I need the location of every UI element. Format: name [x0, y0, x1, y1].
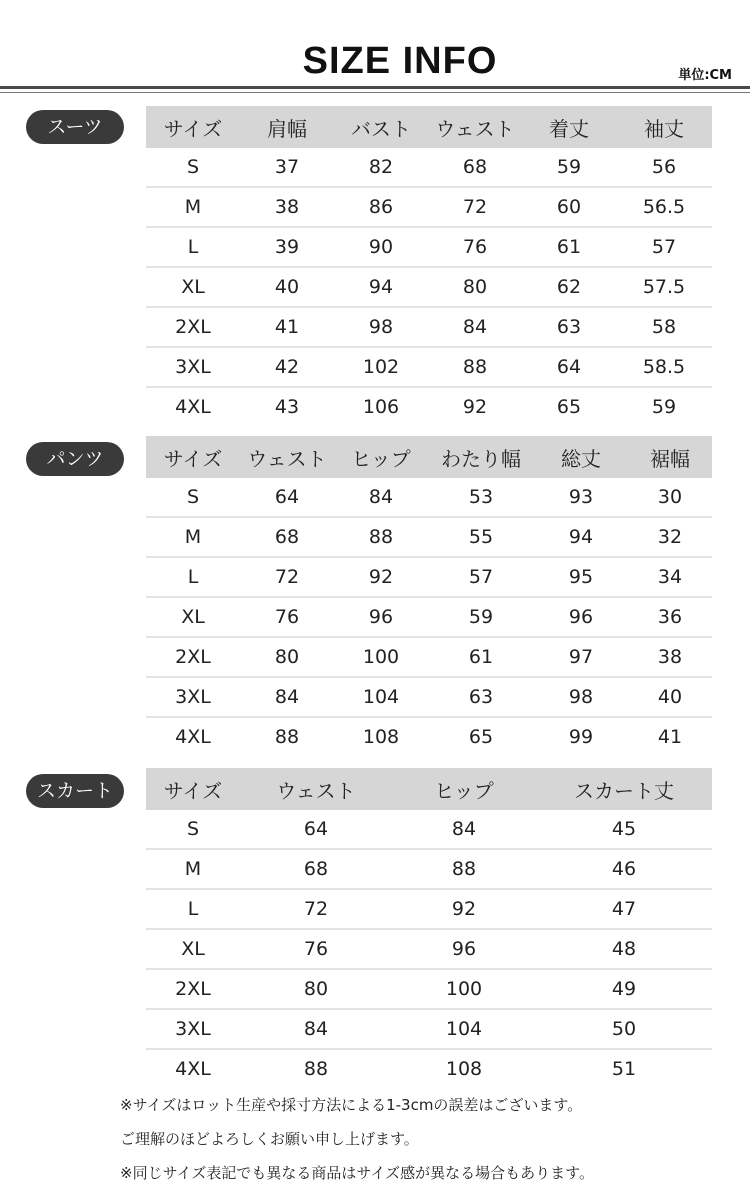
- table-row: [146, 810, 712, 849]
- suits-badge: スーツ: [26, 110, 124, 144]
- value-cell: 84: [240, 1009, 392, 1049]
- note-line: ※同じサイズ表記でも異なる商品はサイズ感が異なる場合もあります。: [120, 1164, 594, 1182]
- value-cell: 36: [628, 597, 712, 637]
- size-cell: S: [146, 478, 240, 517]
- size-cell: L: [146, 557, 240, 597]
- table-row: [146, 307, 712, 347]
- value-cell: 57.5: [616, 267, 712, 307]
- table-header-row: [146, 436, 712, 478]
- note-line: ※サイズはロット生産や採寸方法による1-3cmの誤差はございます。: [120, 1096, 583, 1114]
- value-cell: 92: [392, 889, 536, 929]
- value-cell: 106: [362, 396, 400, 418]
- value-cell: 72: [240, 557, 334, 597]
- table-row: [146, 969, 712, 1009]
- value-cell: 59: [522, 148, 616, 187]
- table-row: [146, 148, 712, 187]
- pants-table: [146, 436, 712, 756]
- value-cell: 96: [334, 597, 428, 637]
- note-line: ご理解のほどよろしくお願い申し上げます。: [120, 1130, 419, 1148]
- value-cell: 65: [556, 396, 582, 418]
- value-cell: 88: [392, 849, 536, 889]
- value-cell: 68: [240, 517, 334, 557]
- col-header-size: サイズ: [146, 106, 240, 148]
- table-row: [146, 557, 712, 597]
- col-header-hip: ヒップ: [334, 436, 428, 478]
- value-cell: 80: [240, 637, 334, 677]
- value-cell: 88: [303, 1058, 329, 1080]
- table-row: [146, 637, 712, 677]
- value-cell: 46: [536, 849, 712, 889]
- size-cell: S: [146, 810, 240, 849]
- pants-table-body: [146, 478, 712, 756]
- value-cell: 97: [534, 637, 628, 677]
- value-cell: 56: [616, 148, 712, 187]
- value-cell: 88: [274, 726, 300, 748]
- size-cell: 2XL: [146, 969, 240, 1009]
- table-row: [146, 889, 712, 929]
- value-cell: 40: [628, 677, 712, 717]
- header-divider: [0, 86, 750, 89]
- value-cell: 76: [240, 597, 334, 637]
- value-cell: 86: [334, 187, 428, 227]
- value-cell: 94: [334, 267, 428, 307]
- value-cell: 57: [428, 557, 534, 597]
- size-cell: XL: [146, 929, 240, 969]
- col-header-size: サイズ: [146, 768, 240, 810]
- size-cell: S: [146, 148, 240, 187]
- value-cell: 62: [522, 267, 616, 307]
- value-cell: 96: [534, 597, 628, 637]
- value-cell: 59: [428, 597, 534, 637]
- col-header-shoulder: 肩幅: [240, 106, 334, 148]
- unit-label: 単位:CM: [678, 68, 732, 83]
- table-row: [146, 597, 712, 637]
- value-cell: 64: [522, 347, 616, 387]
- value-cell: 51: [611, 1058, 637, 1080]
- value-cell: 65: [468, 726, 494, 748]
- value-cell: 61: [522, 227, 616, 267]
- value-cell: 48: [536, 929, 712, 969]
- suits-table-body: [146, 148, 712, 426]
- value-cell: 104: [334, 677, 428, 717]
- size-cell: L: [146, 227, 240, 267]
- page-title: SIZE INFO: [302, 40, 498, 82]
- size-cell: L: [146, 889, 240, 929]
- value-cell: 50: [536, 1009, 712, 1049]
- value-cell: 84: [334, 478, 428, 517]
- value-cell: 99: [568, 726, 594, 748]
- value-cell: 63: [522, 307, 616, 347]
- value-cell: 41: [240, 307, 334, 347]
- value-cell: 45: [536, 810, 712, 849]
- skirt-table: [146, 768, 712, 1088]
- value-cell: 104: [392, 1009, 536, 1049]
- table-row: [146, 187, 712, 227]
- value-cell: 88: [334, 517, 428, 557]
- table-row: [146, 227, 712, 267]
- value-cell: 68: [428, 148, 522, 187]
- value-cell: 55: [428, 517, 534, 557]
- header-divider-thin: [0, 92, 750, 93]
- size-cell: 4XL: [175, 1058, 211, 1080]
- value-cell: 72: [428, 187, 522, 227]
- value-cell: 80: [240, 969, 392, 1009]
- value-cell: 108: [445, 1058, 483, 1080]
- value-cell: 90: [334, 227, 428, 267]
- skirt-badge: スカート: [26, 774, 124, 808]
- pants-badge: パンツ: [26, 442, 124, 476]
- table-row: [146, 478, 712, 517]
- col-header-sleeve: 袖丈: [616, 106, 712, 148]
- value-cell: 64: [240, 810, 392, 849]
- value-cell: 38: [240, 187, 334, 227]
- value-cell: 84: [240, 677, 334, 717]
- value-cell: 68: [240, 849, 392, 889]
- size-cell: 4XL: [175, 726, 211, 748]
- value-cell: 63: [428, 677, 534, 717]
- size-cell: M: [146, 849, 240, 889]
- col-header-thigh: わたり幅: [428, 436, 534, 478]
- value-cell: 37: [240, 148, 334, 187]
- table-row: [146, 1049, 712, 1088]
- size-cell: 2XL: [146, 637, 240, 677]
- table-row: [146, 677, 712, 717]
- value-cell: 57: [616, 227, 712, 267]
- notes: [120, 1094, 594, 1196]
- size-cell: 3XL: [146, 1009, 240, 1049]
- table-row: [146, 387, 712, 426]
- col-header-total-length: 総丈: [534, 436, 628, 478]
- value-cell: 80: [428, 267, 522, 307]
- size-cell: XL: [146, 267, 240, 307]
- value-cell: 100: [392, 969, 536, 1009]
- value-cell: 92: [334, 557, 428, 597]
- value-cell: 108: [362, 726, 400, 748]
- value-cell: 76: [428, 227, 522, 267]
- value-cell: 94: [534, 517, 628, 557]
- value-cell: 84: [392, 810, 536, 849]
- value-cell: 72: [240, 889, 392, 929]
- value-cell: 64: [240, 478, 334, 517]
- value-cell: 30: [628, 478, 712, 517]
- size-cell: XL: [146, 597, 240, 637]
- value-cell: 82: [334, 148, 428, 187]
- value-cell: 60: [522, 187, 616, 227]
- value-cell: 76: [240, 929, 392, 969]
- col-header-waist: ウェスト: [428, 106, 522, 148]
- size-cell: M: [146, 187, 240, 227]
- value-cell: 42: [240, 347, 334, 387]
- table-header-row: [146, 768, 712, 810]
- value-cell: 34: [628, 557, 712, 597]
- col-header-hem: 裾幅: [628, 436, 712, 478]
- value-cell: 58: [616, 307, 712, 347]
- value-cell: 59: [651, 396, 677, 418]
- value-cell: 93: [534, 478, 628, 517]
- size-cell: 3XL: [146, 677, 240, 717]
- col-header-waist: ウェスト: [240, 436, 334, 478]
- value-cell: 40: [240, 267, 334, 307]
- value-cell: 92: [462, 396, 488, 418]
- value-cell: 41: [657, 726, 683, 748]
- col-header-size: サイズ: [146, 436, 240, 478]
- value-cell: 96: [392, 929, 536, 969]
- value-cell: 53: [428, 478, 534, 517]
- value-cell: 102: [334, 347, 428, 387]
- suits-table: [146, 106, 712, 426]
- table-row: [146, 929, 712, 969]
- col-header-waist: ウェスト: [240, 768, 392, 810]
- col-header-skirt-length: スカート丈: [536, 768, 712, 810]
- table-row: [146, 347, 712, 387]
- value-cell: 98: [334, 307, 428, 347]
- size-cell: 2XL: [146, 307, 240, 347]
- value-cell: 38: [628, 637, 712, 677]
- size-cell: M: [146, 517, 240, 557]
- value-cell: 47: [536, 889, 712, 929]
- col-header-bust: バスト: [334, 106, 428, 148]
- value-cell: 61: [428, 637, 534, 677]
- value-cell: 100: [334, 637, 428, 677]
- value-cell: 98: [534, 677, 628, 717]
- value-cell: 58.5: [616, 347, 712, 387]
- table-header-row: [146, 106, 712, 148]
- col-header-hip: ヒップ: [392, 768, 536, 810]
- value-cell: 32: [628, 517, 712, 557]
- table-row: [146, 717, 712, 756]
- skirt-table-body: [146, 810, 712, 1088]
- table-row: [146, 1009, 712, 1049]
- value-cell: 39: [240, 227, 334, 267]
- table-row: [146, 267, 712, 307]
- size-cell: 4XL: [175, 396, 211, 418]
- value-cell: 88: [428, 347, 522, 387]
- value-cell: 84: [428, 307, 522, 347]
- size-cell: 3XL: [146, 347, 240, 387]
- value-cell: 49: [536, 969, 712, 1009]
- table-row: [146, 849, 712, 889]
- value-cell: 95: [534, 557, 628, 597]
- table-row: [146, 517, 712, 557]
- value-cell: 43: [274, 396, 300, 418]
- col-header-length: 着丈: [522, 106, 616, 148]
- value-cell: 56.5: [616, 187, 712, 227]
